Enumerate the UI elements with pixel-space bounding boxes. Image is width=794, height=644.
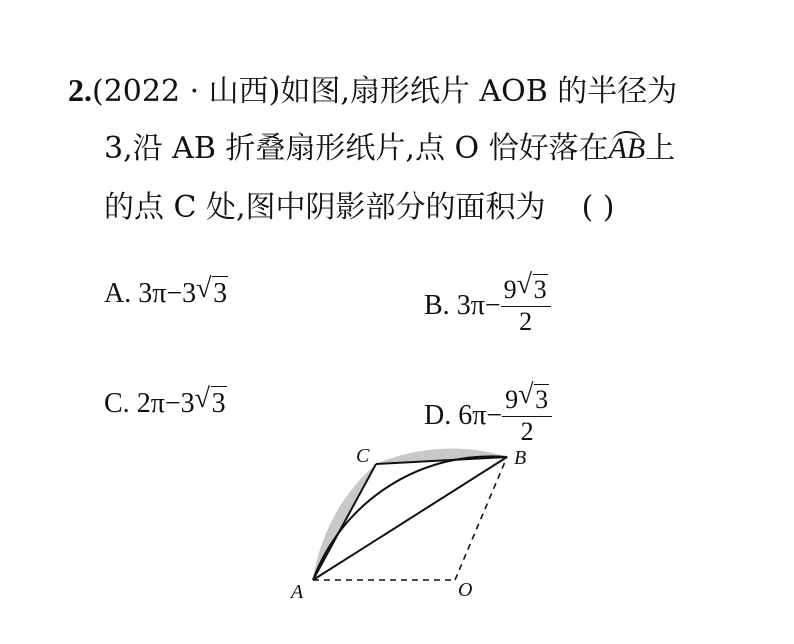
option-b-fraction: 9 √ 3 2 <box>501 274 551 337</box>
point-label-o: O <box>458 579 473 601</box>
option-b-text: 3π− <box>456 289 501 321</box>
option-a-label: A. <box>104 278 132 309</box>
option-c-text: 2π−3 <box>136 388 195 419</box>
answer-bracket: ( ) <box>581 190 615 225</box>
option-b-radicand: 3 <box>533 275 547 304</box>
problem-line-3-text: 的点 C 处,图中阴影部分的面积为 <box>104 190 546 225</box>
option-b-numerator: 9 <box>503 275 517 304</box>
option-d-text: 6π− <box>458 399 503 431</box>
problem-line-2-end: 上 <box>645 131 676 166</box>
option-d-denominator: 2 <box>502 416 552 447</box>
option-a-radicand: 3 <box>213 278 228 309</box>
option-a-sqrt: √ 3 <box>196 273 228 309</box>
option-a-text: 3π−3 <box>138 278 197 309</box>
option-d-numerator: 9 <box>505 385 519 414</box>
segment-ac <box>313 464 376 580</box>
option-d-label: D. <box>424 399 452 431</box>
arc-ab-label: AB <box>609 129 646 169</box>
option-b-denominator: 2 <box>501 306 551 337</box>
point-label-b: B <box>514 447 527 469</box>
problem-line-1-text: (2022 · 山西)如图,扇形纸片 AOB 的半径为 <box>92 74 678 109</box>
radius-ob <box>455 457 507 580</box>
option-c-radicand: 3 <box>211 388 226 419</box>
option-d-fraction: 9 √ 3 2 <box>502 384 552 447</box>
option-d-radicand: 3 <box>535 385 549 414</box>
option-b-label: B. <box>424 289 450 321</box>
option-c-label: C. <box>104 388 130 419</box>
point-label-c: C <box>356 445 370 467</box>
point-label-a: A <box>291 581 304 603</box>
problem-number: 2. <box>68 72 92 108</box>
problem-line-2-text: 3,沿 AB 折叠扇形纸片,点 O 恰好落在 <box>104 131 609 166</box>
option-c-sqrt: √ 3 <box>194 383 226 419</box>
